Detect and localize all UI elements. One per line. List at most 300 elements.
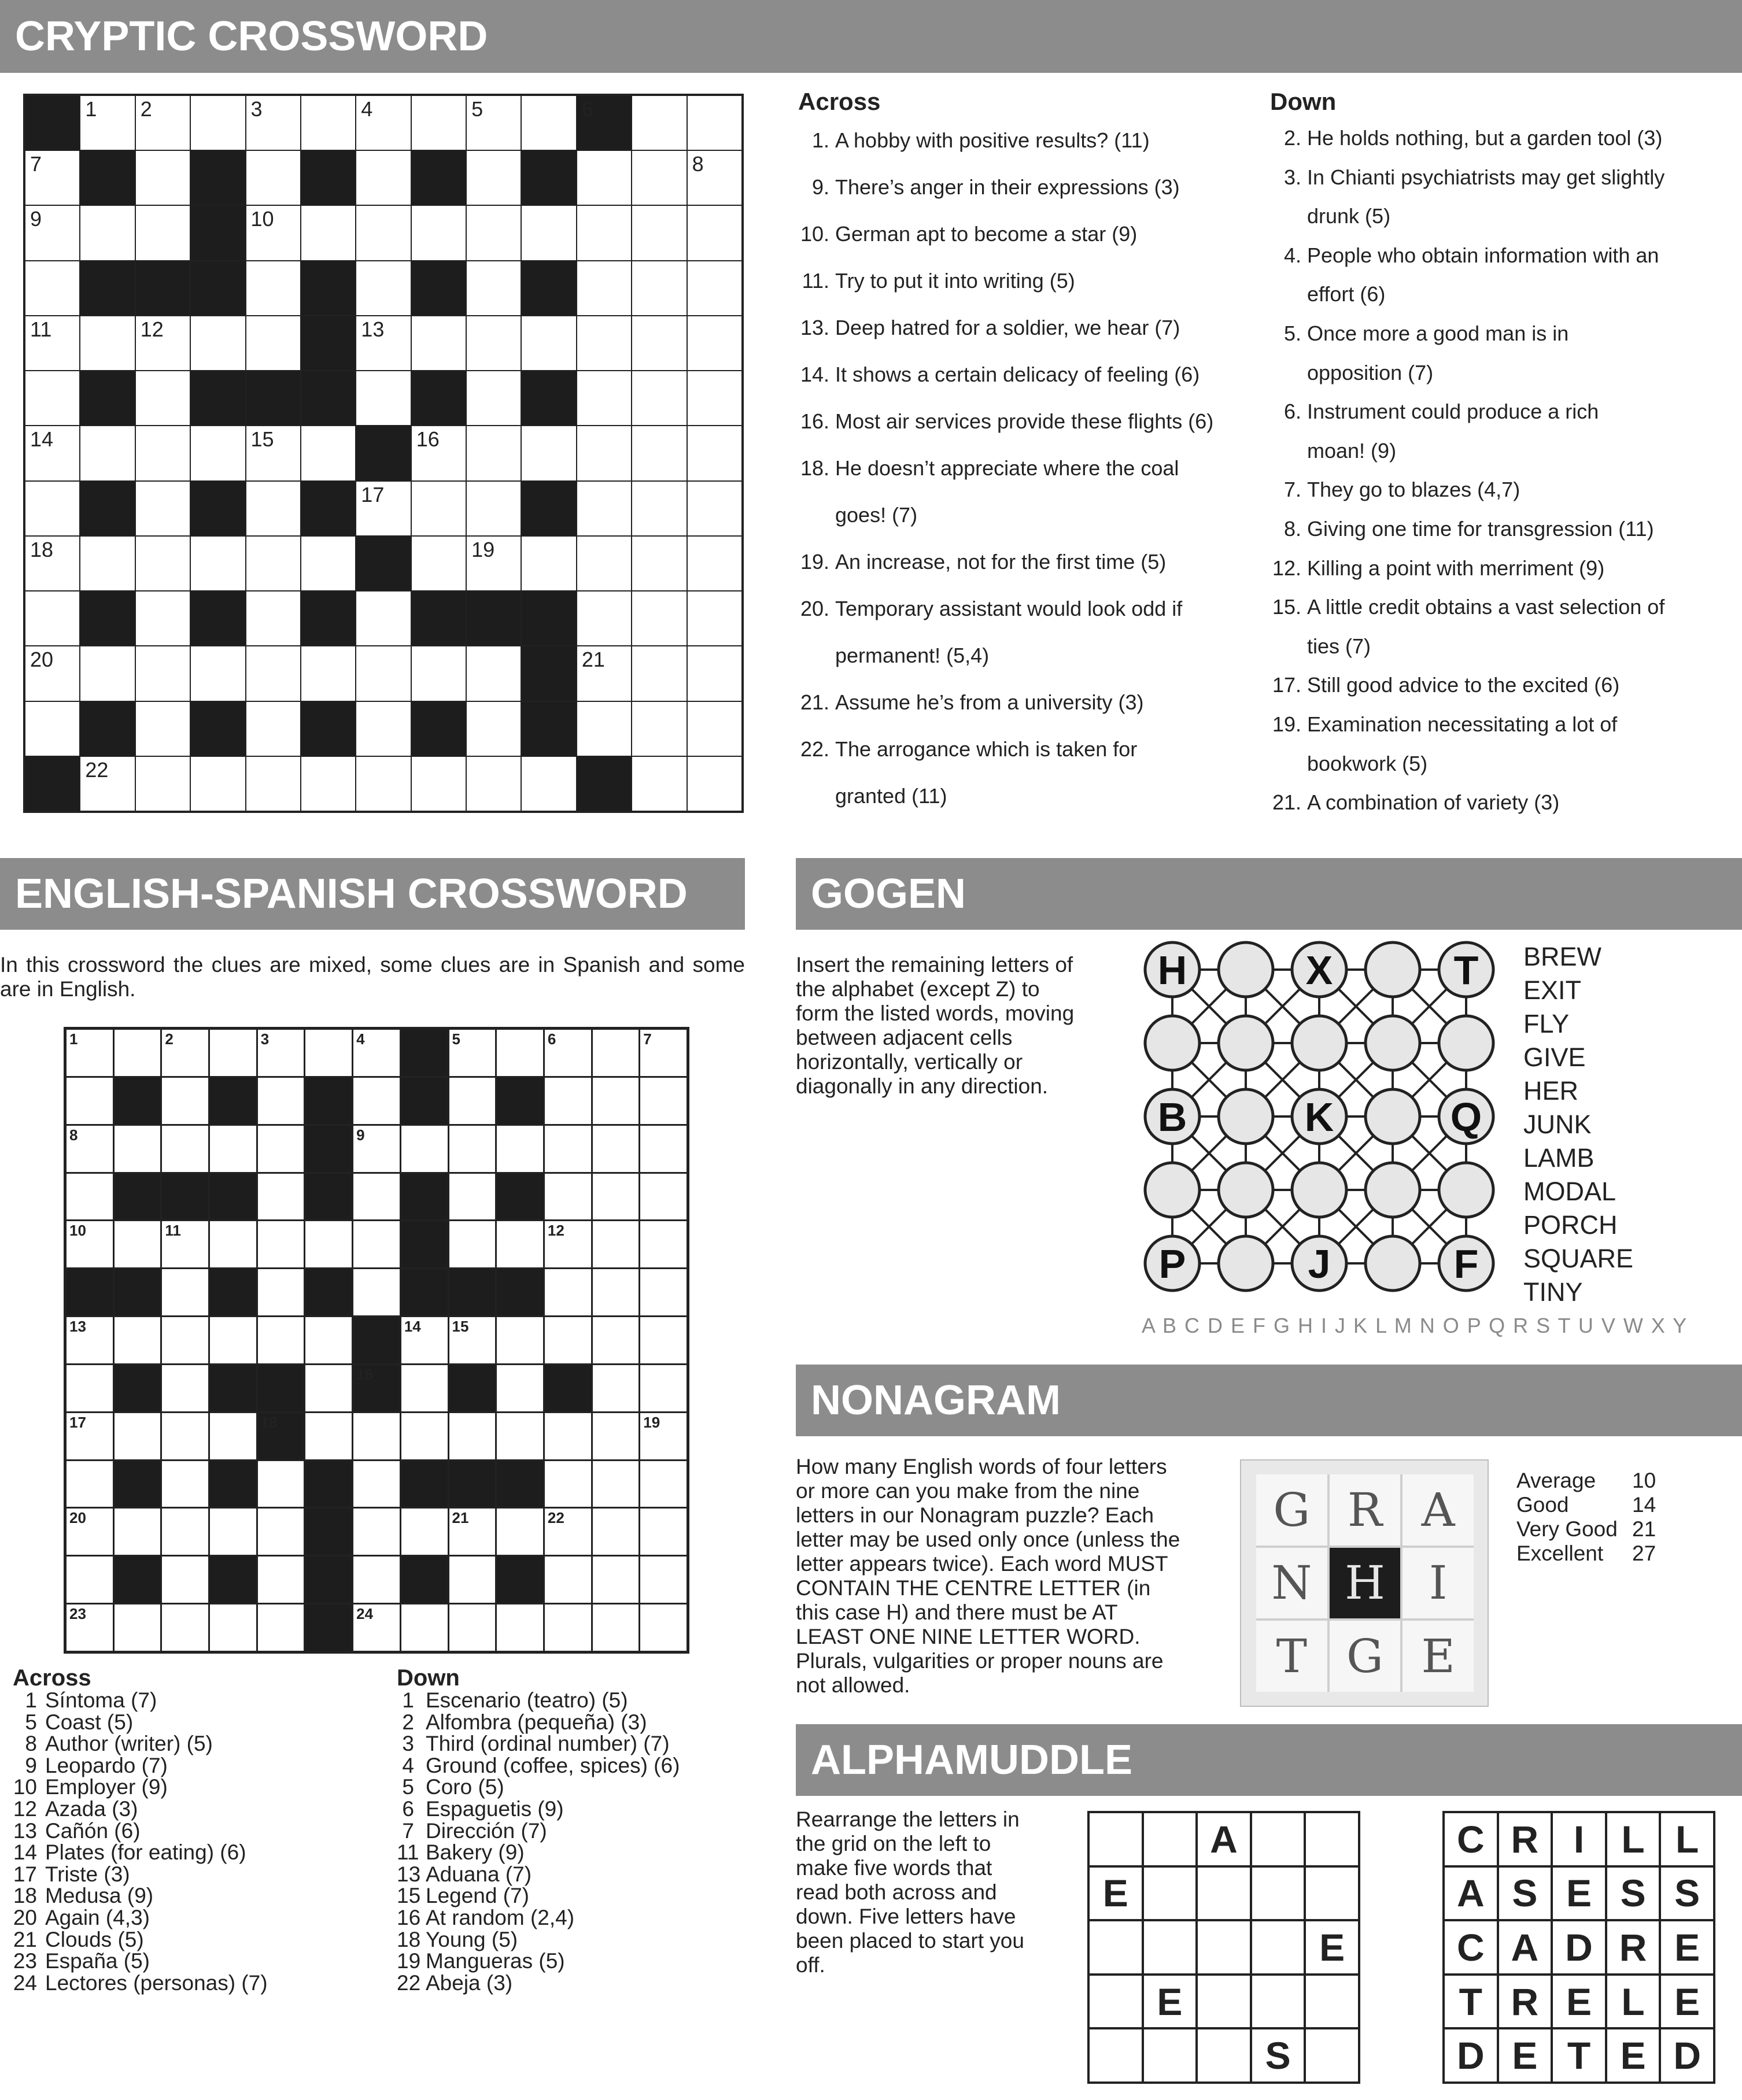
grid-cell[interactable] xyxy=(353,1174,400,1220)
grid-cell[interactable] xyxy=(67,1030,113,1076)
grid-cell[interactable] xyxy=(522,426,575,480)
grid-cell[interactable] xyxy=(246,316,300,370)
grid-cell[interactable] xyxy=(522,316,575,370)
grid-cell[interactable] xyxy=(115,1509,161,1555)
grid-cell[interactable] xyxy=(258,1078,304,1124)
grid-cell[interactable] xyxy=(162,1604,208,1651)
grid-cell[interactable] xyxy=(467,261,521,315)
grid-cell[interactable] xyxy=(136,426,190,480)
grid-cell[interactable] xyxy=(80,206,134,260)
grid-cell[interactable] xyxy=(67,1078,113,1124)
grid-cell[interactable] xyxy=(688,482,741,535)
grid-cell[interactable] xyxy=(67,1604,113,1651)
grid-cell[interactable] xyxy=(67,1174,113,1220)
grid-cell[interactable] xyxy=(545,1269,591,1315)
grid-cell[interactable] xyxy=(136,96,190,150)
grid-cell[interactable] xyxy=(467,702,521,756)
grid-cell[interactable] xyxy=(80,96,134,150)
grid-cell[interactable] xyxy=(688,371,741,425)
grid-cell[interactable] xyxy=(593,1078,639,1124)
gogen-cell[interactable] xyxy=(1145,1016,1200,1070)
grid-cell[interactable] xyxy=(632,482,686,535)
grid-cell[interactable] xyxy=(577,316,631,370)
grid-cell[interactable] xyxy=(467,96,521,150)
grid-cell[interactable] xyxy=(545,1461,591,1507)
grid-cell[interactable] xyxy=(577,537,631,590)
grid-cell[interactable] xyxy=(67,1221,113,1267)
grid-cell[interactable] xyxy=(67,1365,113,1411)
grid-cell[interactable] xyxy=(305,1413,352,1459)
grid-cell[interactable] xyxy=(301,646,355,700)
alphamuddle-puzzle-cell[interactable] xyxy=(1090,2029,1142,2081)
nonagram-letter: H xyxy=(1345,1556,1385,1610)
grid-cell[interactable] xyxy=(467,426,521,480)
grid-cell[interactable] xyxy=(246,537,300,590)
grid-cell[interactable] xyxy=(632,206,686,260)
alphamuddle-puzzle-cell[interactable] xyxy=(1198,2029,1250,2081)
alphamuddle-puzzle-cell[interactable] xyxy=(1198,1976,1250,2028)
grid-cell[interactable] xyxy=(67,1461,113,1507)
grid-cell[interactable] xyxy=(25,702,79,756)
nonagram-cell xyxy=(1330,1621,1401,1692)
grid-cell[interactable] xyxy=(136,206,190,260)
clue-number: 7. xyxy=(1283,478,1301,502)
grid-cell[interactable] xyxy=(305,1317,352,1363)
grid-cell[interactable] xyxy=(688,591,741,645)
grid-cell[interactable] xyxy=(162,1317,208,1363)
alphamuddle-puzzle-cell[interactable] xyxy=(1144,1921,1196,1973)
grid-cell[interactable] xyxy=(191,537,245,590)
grid-cell[interactable] xyxy=(162,1030,208,1076)
grid-cell[interactable] xyxy=(593,1461,639,1507)
grid-cell[interactable] xyxy=(688,426,741,480)
grid-cell[interactable] xyxy=(246,591,300,645)
grid-cell[interactable] xyxy=(577,482,631,535)
grid-cell[interactable] xyxy=(401,1365,448,1411)
grid-cell[interactable] xyxy=(210,1509,256,1555)
grid-cell[interactable] xyxy=(80,426,134,480)
grid-cell[interactable] xyxy=(640,1365,687,1411)
grid-cell[interactable] xyxy=(162,1413,208,1459)
grid-cell[interactable] xyxy=(688,206,741,260)
grid-cell[interactable] xyxy=(136,482,190,535)
grid-cell[interactable] xyxy=(162,1126,208,1172)
grid-cell[interactable] xyxy=(632,591,686,645)
grid-cell[interactable] xyxy=(67,1126,113,1172)
grid-cell[interactable] xyxy=(449,1556,496,1603)
grid-cell[interactable] xyxy=(162,1556,208,1603)
grid-cell[interactable] xyxy=(632,151,686,205)
grid-cell[interactable] xyxy=(449,1030,496,1076)
alphamuddle-puzzle-cell[interactable] xyxy=(1144,1813,1196,1865)
grid-cell[interactable] xyxy=(162,1509,208,1555)
grid-cell[interactable] xyxy=(305,1365,352,1411)
grid-cell[interactable] xyxy=(258,1030,304,1076)
grid-cell[interactable] xyxy=(640,1413,687,1459)
grid-cell[interactable] xyxy=(162,1269,208,1315)
grid-cell[interactable] xyxy=(412,757,466,811)
grid-cell[interactable] xyxy=(522,537,575,590)
grid-cell[interactable] xyxy=(593,1365,639,1411)
grid-cell[interactable] xyxy=(412,426,466,480)
grid-cell[interactable] xyxy=(467,646,521,700)
grid-cell[interactable] xyxy=(497,1413,543,1459)
grid-cell[interactable] xyxy=(577,426,631,480)
grid-cell[interactable] xyxy=(25,261,79,315)
grid-cell[interactable] xyxy=(640,1556,687,1603)
grid-cell[interactable] xyxy=(67,1317,113,1363)
grid-cell[interactable] xyxy=(640,1174,687,1220)
alphamuddle-puzzle-cell[interactable] xyxy=(1090,1976,1142,2028)
grid-cell[interactable] xyxy=(162,1461,208,1507)
grid-cell[interactable] xyxy=(353,1269,400,1315)
grid-cell[interactable] xyxy=(258,1604,304,1651)
grid-cell[interactable] xyxy=(449,1126,496,1172)
grid-cell[interactable] xyxy=(246,426,300,480)
grid-cell[interactable] xyxy=(545,1030,591,1076)
grid-cell[interactable] xyxy=(210,1604,256,1651)
grid-cell[interactable] xyxy=(210,1413,256,1459)
grid-cell[interactable] xyxy=(412,537,466,590)
grid-cell[interactable] xyxy=(449,1221,496,1267)
grid-cell[interactable] xyxy=(632,316,686,370)
grid-cell[interactable] xyxy=(593,1556,639,1603)
grid-cell[interactable] xyxy=(545,1317,591,1363)
grid-cell[interactable] xyxy=(25,482,79,535)
grid-cell[interactable] xyxy=(545,1509,591,1555)
black-square xyxy=(401,1461,448,1507)
grid-cell[interactable] xyxy=(246,482,300,535)
grid-cell[interactable] xyxy=(449,1317,496,1363)
grid-cell[interactable] xyxy=(545,1078,591,1124)
grid-cell[interactable] xyxy=(25,316,79,370)
grid-cell[interactable] xyxy=(593,1604,639,1651)
grid-cell[interactable] xyxy=(305,1221,352,1267)
grid-cell[interactable] xyxy=(593,1413,639,1459)
grid-cell[interactable] xyxy=(67,1556,113,1603)
grid-cell[interactable] xyxy=(545,1556,591,1603)
grid-cell[interactable] xyxy=(632,426,686,480)
grid-cell[interactable] xyxy=(301,96,355,150)
clue-number: 10 xyxy=(69,1222,86,1240)
grid-cell[interactable] xyxy=(136,591,190,645)
alphamuddle-puzzle-cell[interactable] xyxy=(1090,1813,1142,1865)
grid-cell[interactable] xyxy=(356,646,410,700)
grid-cell[interactable] xyxy=(688,151,741,205)
grid-cell[interactable] xyxy=(136,537,190,590)
grid-cell[interactable] xyxy=(688,757,741,811)
grid-cell[interactable] xyxy=(258,1269,304,1315)
grid-cell[interactable] xyxy=(593,1221,639,1267)
grid-cell[interactable] xyxy=(688,646,741,700)
gogen-cell[interactable] xyxy=(1292,1163,1346,1217)
grid-cell[interactable] xyxy=(246,646,300,700)
grid-cell[interactable] xyxy=(497,1126,543,1172)
grid-cell[interactable] xyxy=(632,371,686,425)
grid-cell[interactable] xyxy=(191,316,245,370)
alphamuddle-puzzle-cell[interactable] xyxy=(1306,2029,1358,2081)
alphamuddle-puzzle-cell[interactable] xyxy=(1252,1921,1304,1973)
grid-cell[interactable] xyxy=(115,1413,161,1459)
alphamuddle-puzzle-cell[interactable] xyxy=(1144,2029,1196,2081)
grid-cell[interactable] xyxy=(25,371,79,425)
grid-cell[interactable] xyxy=(449,1078,496,1124)
grid-cell[interactable] xyxy=(497,1365,543,1411)
grid-cell[interactable] xyxy=(210,1126,256,1172)
grid-cell[interactable] xyxy=(305,1030,352,1076)
grid-cell[interactable] xyxy=(353,1604,400,1651)
grid-cell[interactable] xyxy=(632,96,686,150)
grid-cell[interactable] xyxy=(497,1509,543,1555)
grid-cell[interactable] xyxy=(25,591,79,645)
grid-cell[interactable] xyxy=(688,702,741,756)
grid-cell[interactable] xyxy=(162,1221,208,1267)
grid-cell[interactable] xyxy=(640,1317,687,1363)
alphamuddle-puzzle-cell[interactable] xyxy=(1198,1868,1250,1920)
grid-cell[interactable] xyxy=(401,1509,448,1555)
grid-cell[interactable] xyxy=(67,1413,113,1459)
grid-cell[interactable] xyxy=(353,1030,400,1076)
alphamuddle-puzzle-cell[interactable] xyxy=(1144,1868,1196,1920)
grid-cell[interactable] xyxy=(258,1174,304,1220)
grid-cell[interactable] xyxy=(640,1509,687,1555)
grid-cell[interactable] xyxy=(467,316,521,370)
gogen-cell[interactable] xyxy=(1219,942,1273,997)
alphamuddle-letters-letter: C xyxy=(1456,1817,1485,1861)
grid-cell[interactable] xyxy=(593,1174,639,1220)
grid-cell[interactable] xyxy=(497,1030,543,1076)
grid-cell[interactable] xyxy=(577,206,631,260)
grid-cell[interactable] xyxy=(412,96,466,150)
grid-cell[interactable] xyxy=(258,1556,304,1603)
grid-cell[interactable] xyxy=(67,1509,113,1555)
grid-cell[interactable] xyxy=(353,1461,400,1507)
grid-cell[interactable] xyxy=(467,537,521,590)
grid-cell[interactable] xyxy=(632,646,686,700)
grid-cell[interactable] xyxy=(640,1604,687,1651)
grid-cell[interactable] xyxy=(449,1604,496,1651)
alphamuddle-puzzle-cell[interactable] xyxy=(1306,1976,1358,2028)
grid-cell[interactable] xyxy=(640,1030,687,1076)
gogen-cell[interactable] xyxy=(1145,1163,1200,1217)
grid-cell[interactable] xyxy=(522,206,575,260)
grid-cell[interactable] xyxy=(577,151,631,205)
grid-cell[interactable] xyxy=(688,537,741,590)
grid-cell[interactable] xyxy=(412,646,466,700)
gogen-cell[interactable] xyxy=(1365,942,1420,997)
grid-cell[interactable] xyxy=(401,1413,448,1459)
gogen-cell[interactable] xyxy=(1219,1163,1273,1217)
grid-cell[interactable] xyxy=(246,757,300,811)
grid-cell[interactable] xyxy=(545,1174,591,1220)
gogen-cell[interactable] xyxy=(1439,1163,1493,1217)
grid-cell[interactable] xyxy=(353,1221,400,1267)
grid-cell[interactable] xyxy=(115,1221,161,1267)
alphamuddle-puzzle-cell[interactable] xyxy=(1252,1868,1304,1920)
gogen-cell[interactable] xyxy=(1219,1016,1273,1070)
grid-cell[interactable] xyxy=(640,1461,687,1507)
grid-cell[interactable] xyxy=(162,1078,208,1124)
grid-cell[interactable] xyxy=(640,1269,687,1315)
grid-cell[interactable] xyxy=(301,206,355,260)
grid-cell[interactable] xyxy=(115,1604,161,1651)
grid-cell[interactable] xyxy=(593,1509,639,1555)
grid-cell[interactable] xyxy=(258,1317,304,1363)
grid-cell[interactable] xyxy=(688,261,741,315)
gogen-cell[interactable] xyxy=(1219,1089,1273,1144)
grid-cell[interactable] xyxy=(136,371,190,425)
grid-cell[interactable] xyxy=(356,591,410,645)
grid-cell[interactable] xyxy=(356,316,410,370)
grid-cell[interactable] xyxy=(301,426,355,480)
grid-cell[interactable] xyxy=(136,757,190,811)
grid-cell[interactable] xyxy=(210,1317,256,1363)
grid-cell[interactable] xyxy=(25,646,79,700)
grid-cell[interactable] xyxy=(401,1126,448,1172)
gogen-cell[interactable] xyxy=(1439,1016,1493,1070)
grid-cell[interactable] xyxy=(246,96,300,150)
alphamuddle-letters-letter: T xyxy=(1567,2034,1591,2077)
grid-cell[interactable] xyxy=(246,206,300,260)
grid-cell[interactable] xyxy=(632,261,686,315)
grid-cell[interactable] xyxy=(412,206,466,260)
grid-cell[interactable] xyxy=(246,151,300,205)
grid-cell[interactable] xyxy=(356,702,410,756)
grid-cell[interactable] xyxy=(688,96,741,150)
grid-cell[interactable] xyxy=(356,482,410,535)
alphamuddle-puzzle-cell[interactable] xyxy=(1252,1813,1304,1865)
grid-cell[interactable] xyxy=(593,1269,639,1315)
grid-cell[interactable] xyxy=(301,757,355,811)
alphamuddle-puzzle-cell[interactable] xyxy=(1252,1976,1304,2028)
grid-cell[interactable] xyxy=(545,1221,591,1267)
grid-cell[interactable] xyxy=(356,96,410,150)
gogen-cell[interactable] xyxy=(1365,1163,1420,1217)
grid-cell[interactable] xyxy=(246,261,300,315)
grid-cell[interactable] xyxy=(258,1509,304,1555)
grid-cell[interactable] xyxy=(80,646,134,700)
grid-cell[interactable] xyxy=(80,757,134,811)
grid-cell[interactable] xyxy=(136,702,190,756)
grid-cell[interactable] xyxy=(25,537,79,590)
grid-cell[interactable] xyxy=(115,1317,161,1363)
grid-cell[interactable] xyxy=(25,151,79,205)
grid-cell[interactable] xyxy=(497,1221,543,1267)
grid-cell[interactable] xyxy=(412,316,466,370)
grid-cell[interactable] xyxy=(210,1030,256,1076)
grid-cell[interactable] xyxy=(353,1556,400,1603)
grid-cell[interactable] xyxy=(115,1126,161,1172)
grid-cell[interactable] xyxy=(80,316,134,370)
grid-cell[interactable] xyxy=(191,757,245,811)
grid-cell[interactable] xyxy=(353,1126,400,1172)
grid-cell[interactable] xyxy=(25,426,79,480)
grid-cell[interactable] xyxy=(356,371,410,425)
gogen-cell[interactable] xyxy=(1365,1016,1420,1070)
grid-cell[interactable] xyxy=(162,1365,208,1411)
alphamuddle-puzzle-cell[interactable] xyxy=(1306,1813,1358,1865)
grid-cell[interactable] xyxy=(640,1078,687,1124)
grid-cell[interactable] xyxy=(356,206,410,260)
grid-cell[interactable] xyxy=(301,537,355,590)
grid-cell[interactable] xyxy=(246,702,300,756)
grid-cell[interactable] xyxy=(449,1413,496,1459)
grid-cell[interactable] xyxy=(258,1221,304,1267)
grid-cell[interactable] xyxy=(593,1030,639,1076)
grid-cell[interactable] xyxy=(449,1174,496,1220)
grid-cell[interactable] xyxy=(25,206,79,260)
alphamuddle-puzzle-cell[interactable] xyxy=(1198,1921,1250,1973)
grid-cell[interactable] xyxy=(640,1126,687,1172)
grid-cell[interactable] xyxy=(449,1509,496,1555)
gogen-cell[interactable] xyxy=(1365,1089,1420,1144)
grid-cell[interactable] xyxy=(577,591,631,645)
grid-cell[interactable] xyxy=(497,1604,543,1651)
grid-cell[interactable] xyxy=(356,261,410,315)
grid-cell[interactable] xyxy=(80,537,134,590)
alphamuddle-letters-cell xyxy=(1661,1976,1713,2028)
grid-cell[interactable] xyxy=(401,1604,448,1651)
grid-cell[interactable] xyxy=(632,757,686,811)
grid-cell[interactable] xyxy=(545,1413,591,1459)
grid-cell[interactable] xyxy=(545,1604,591,1651)
grid-cell[interactable] xyxy=(577,646,631,700)
grid-cell[interactable] xyxy=(545,1126,591,1172)
grid-cell[interactable] xyxy=(136,151,190,205)
grid-cell[interactable] xyxy=(412,482,466,535)
grid-cell[interactable] xyxy=(467,151,521,205)
grid-cell[interactable] xyxy=(577,371,631,425)
grid-cell[interactable] xyxy=(258,1461,304,1507)
grid-cell[interactable] xyxy=(258,1126,304,1172)
gogen-cell[interactable] xyxy=(1365,1236,1420,1291)
grid-cell[interactable] xyxy=(522,757,575,811)
grid-cell[interactable] xyxy=(401,1317,448,1363)
gogen-cell[interactable] xyxy=(1219,1236,1273,1291)
grid-cell[interactable] xyxy=(522,96,575,150)
grid-cell[interactable] xyxy=(210,1221,256,1267)
clue-text: goes! (7) xyxy=(835,503,918,527)
grid-cell[interactable] xyxy=(593,1317,639,1363)
alphamuddle-puzzle-cell[interactable] xyxy=(1090,1921,1142,1973)
grid-cell[interactable] xyxy=(467,371,521,425)
grid-cell[interactable] xyxy=(577,702,631,756)
grid-cell[interactable] xyxy=(688,316,741,370)
grid-cell[interactable] xyxy=(577,261,631,315)
grid-cell[interactable] xyxy=(593,1126,639,1172)
grid-cell[interactable] xyxy=(497,1317,543,1363)
grid-cell[interactable] xyxy=(136,646,190,700)
grid-cell[interactable] xyxy=(191,426,245,480)
grid-cell[interactable] xyxy=(632,702,686,756)
grid-cell[interactable] xyxy=(353,1078,400,1124)
grid-cell[interactable] xyxy=(136,316,190,370)
grid-cell[interactable] xyxy=(356,151,410,205)
grid-cell[interactable] xyxy=(353,1413,400,1459)
gogen-cell[interactable] xyxy=(1292,1016,1346,1070)
alphamuddle-puzzle-cell[interactable] xyxy=(1306,1868,1358,1920)
grid-cell[interactable] xyxy=(191,646,245,700)
grid-cell[interactable] xyxy=(115,1030,161,1076)
grid-cell[interactable] xyxy=(353,1509,400,1555)
grid-cell[interactable] xyxy=(640,1221,687,1267)
grid-cell[interactable] xyxy=(467,757,521,811)
grid-cell[interactable] xyxy=(632,537,686,590)
grid-cell[interactable] xyxy=(356,757,410,811)
grid-cell[interactable] xyxy=(467,482,521,535)
grid-cell[interactable] xyxy=(467,206,521,260)
grid-cell[interactable] xyxy=(191,96,245,150)
